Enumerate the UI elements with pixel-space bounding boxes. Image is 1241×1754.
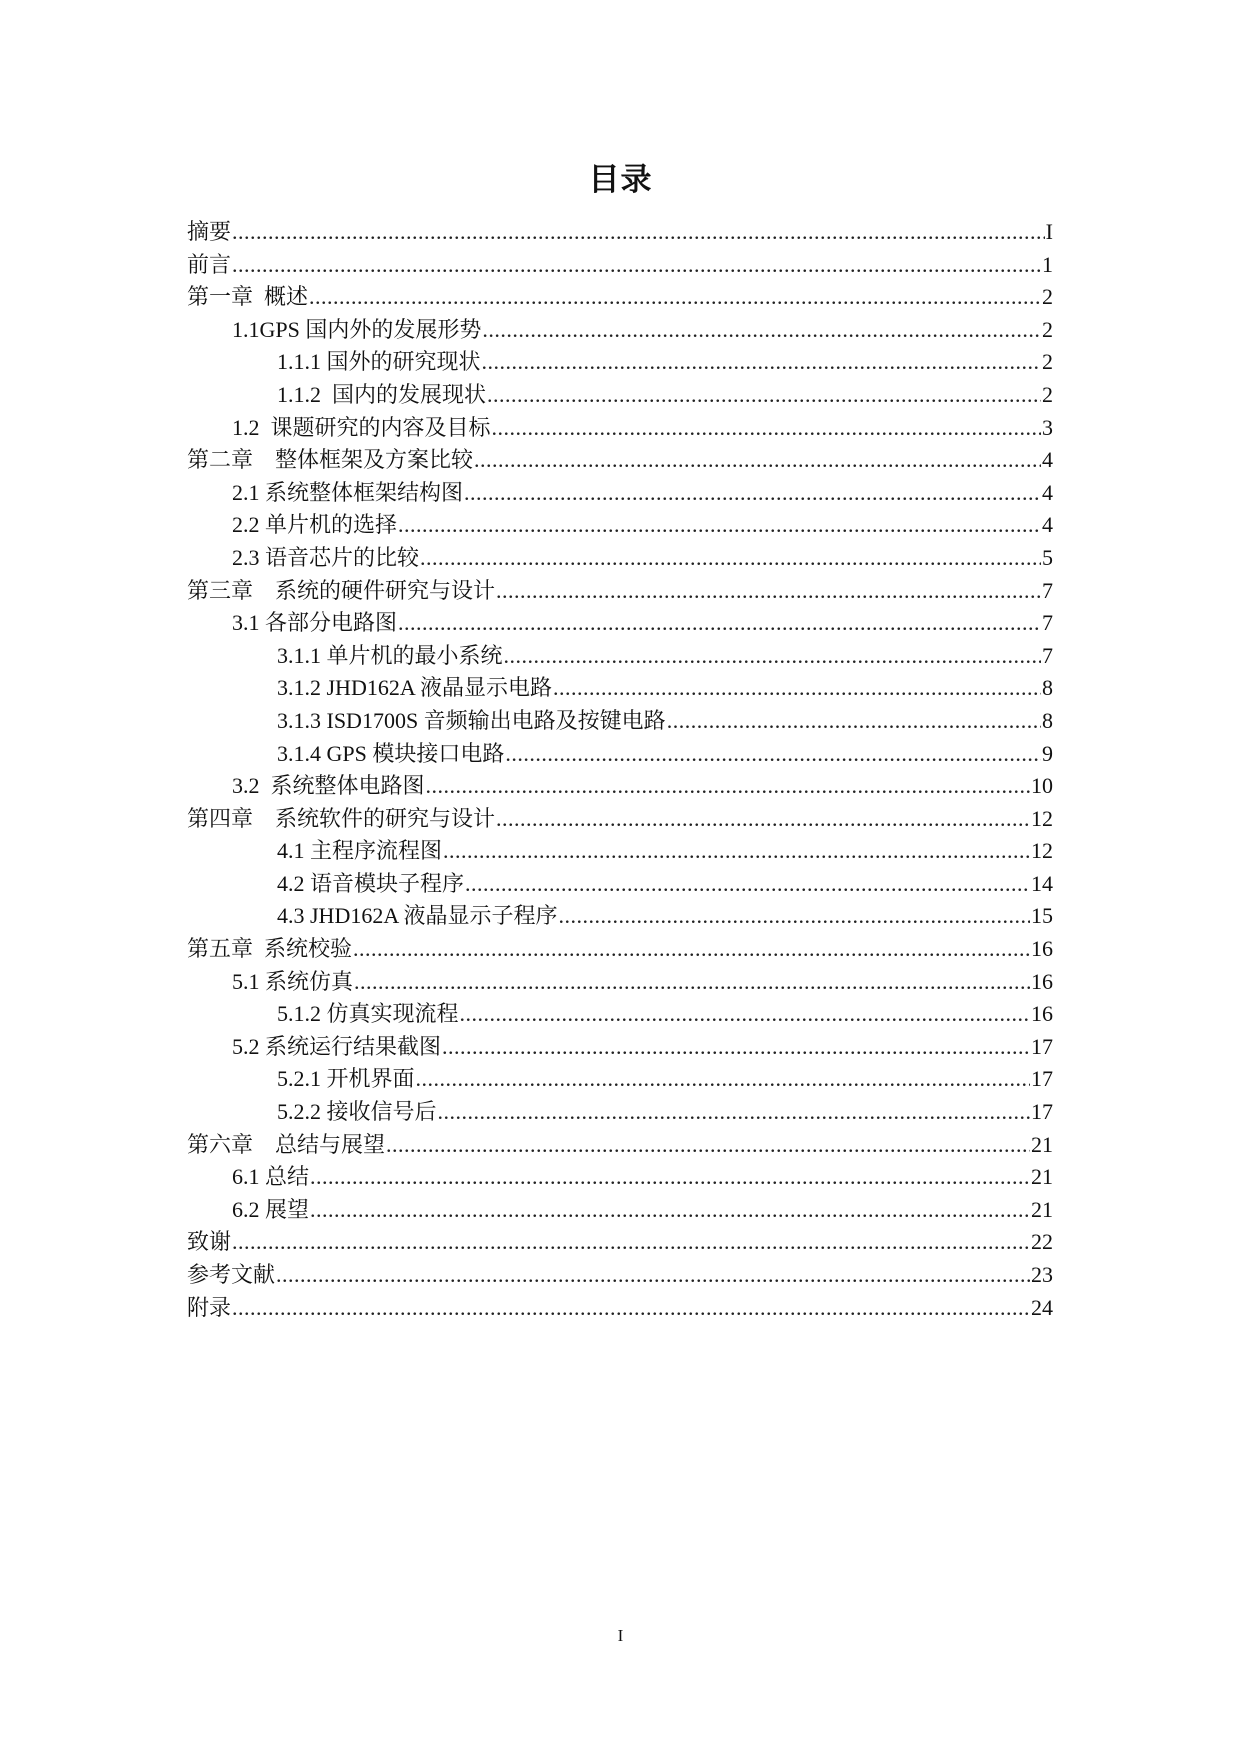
toc-entry[interactable] (187, 509, 1053, 542)
toc-entry[interactable] (187, 575, 1053, 608)
toc-entry-label: 2.1 系统整体框架结构图 (232, 479, 464, 505)
page-number-footer: I (617, 1626, 624, 1645)
toc-entry[interactable] (187, 216, 1053, 249)
dot-leader (416, 1063, 1030, 1095)
dot-leader (460, 998, 1030, 1030)
toc-entry-label: 致谢 (187, 1229, 232, 1255)
toc-entry[interactable] (187, 770, 1053, 803)
toc-entry-label: 第五章 系统校验 (187, 936, 353, 962)
toc-entry[interactable] (187, 1129, 1053, 1162)
toc-entry[interactable] (187, 1259, 1053, 1292)
toc-entry-page-number: 7 (1042, 642, 1053, 668)
toc-entry[interactable] (187, 1292, 1053, 1325)
toc-entry[interactable] (187, 1194, 1053, 1227)
page-title: 目录 (588, 162, 653, 198)
toc-entry[interactable] (187, 412, 1053, 445)
toc-entry-page-number: 16 (1031, 968, 1053, 994)
toc-entry-label: 第一章 概述 (187, 284, 309, 310)
toc-entry-label: 3.1 各部分电路图 (232, 610, 398, 636)
dot-leader (398, 509, 1041, 541)
toc-entry[interactable] (187, 900, 1053, 933)
toc-entry-page-number: 16 (1031, 1001, 1053, 1027)
dot-leader (496, 803, 1030, 835)
toc-entry[interactable] (187, 346, 1053, 379)
dot-leader (487, 379, 1041, 411)
dot-leader (232, 216, 1045, 248)
toc-entry[interactable] (187, 542, 1053, 575)
toc-entry-label: 前言 (187, 251, 232, 277)
toc-entry-label: 3.1.4 GPS 模块接口电路 (277, 740, 505, 766)
toc-entry-label: 4.1 主程序流程图 (277, 838, 443, 864)
dot-leader (420, 542, 1041, 574)
toc-entry[interactable] (187, 1096, 1053, 1129)
toc-entry-page-number: 7 (1042, 610, 1053, 636)
dot-leader (492, 412, 1041, 444)
toc-entry[interactable] (187, 933, 1053, 966)
toc-entry-page-number: 9 (1042, 740, 1053, 766)
dot-leader (386, 1129, 1030, 1161)
toc-entry[interactable] (187, 1161, 1053, 1194)
dot-leader (438, 1096, 1030, 1128)
toc-entry-page-number: 2 (1042, 316, 1053, 342)
toc-entry-label: 5.2.2 接收信号后 (277, 1099, 437, 1125)
toc-entry-page-number: 14 (1031, 870, 1053, 896)
toc-entry-label: 第二章 整体框架及方案比较 (187, 447, 474, 473)
toc-entry-page-number: 23 (1031, 1262, 1053, 1287)
toc-entry-label: 2.2 单片机的选择 (232, 512, 398, 538)
toc-entry-label: 摘要 (187, 219, 232, 244)
toc-entry-page-number: 10 (1031, 773, 1053, 799)
toc-entry[interactable] (187, 998, 1053, 1031)
dot-leader (496, 575, 1041, 607)
toc-entry[interactable] (187, 868, 1053, 901)
dot-leader (559, 900, 1030, 932)
toc-entry-page-number: 7 (1042, 577, 1053, 603)
dot-leader (464, 477, 1041, 509)
dot-leader (354, 966, 1030, 998)
toc-entry-page-number: 21 (1031, 1164, 1053, 1190)
toc-entry-page-number: 2 (1042, 381, 1053, 407)
toc-entry[interactable] (187, 835, 1053, 868)
toc-entry[interactable] (187, 379, 1053, 412)
toc-entry-page-number: 1 (1042, 251, 1053, 277)
dot-leader (398, 607, 1041, 639)
toc-entry-label: 5.1.2 仿真实现流程 (277, 1001, 459, 1027)
toc-entry-label: 5.2 系统运行结果截图 (232, 1033, 442, 1059)
toc-entry-page-number: 21 (1031, 1196, 1053, 1222)
toc-entry-page-number: 8 (1042, 707, 1053, 733)
toc-entry[interactable] (187, 705, 1053, 738)
toc-entry-page-number: 12 (1031, 805, 1053, 831)
toc-entry-page-number: 17 (1031, 1099, 1053, 1125)
toc-entry-label: 附录 (187, 1294, 232, 1320)
toc-entry-label: 3.1.3 ISD1700S 音频输出电路及按键电路 (277, 707, 666, 733)
toc-entry-label: 参考文献 (187, 1262, 276, 1287)
toc-entry[interactable] (187, 803, 1053, 836)
toc-entry-label: 5.1 系统仿真 (232, 968, 354, 994)
toc-entry[interactable] (187, 314, 1053, 347)
table-of-contents (187, 216, 1053, 1324)
toc-entry-page-number: 16 (1031, 936, 1053, 962)
toc-entry-page-number: 12 (1031, 838, 1053, 864)
dot-leader (443, 835, 1030, 867)
dot-leader (482, 314, 1041, 346)
dot-leader (232, 1292, 1030, 1324)
toc-entry-label: 6.2 展望 (232, 1196, 310, 1222)
toc-entry-label: 5.2.1 开机界面 (277, 1066, 415, 1092)
toc-entry-label: 1.2 课题研究的内容及目标 (232, 414, 491, 440)
dot-leader (505, 738, 1041, 770)
toc-entry-label: 1.1.2 国内的发展现状 (277, 381, 487, 407)
toc-entry-page-number: 24 (1031, 1294, 1053, 1320)
toc-entry-label: 2.3 语音芯片的比较 (232, 544, 420, 570)
dot-leader (232, 249, 1041, 281)
dot-leader (309, 281, 1041, 313)
toc-entry-page-number: 3 (1042, 414, 1053, 440)
dot-leader (232, 1226, 1030, 1258)
toc-entry-label: 4.2 语音模块子程序 (277, 870, 465, 896)
toc-entry-page-number: 17 (1031, 1033, 1053, 1059)
dot-leader (474, 444, 1041, 476)
toc-entry-page-number: 21 (1031, 1131, 1053, 1157)
toc-entry-page-number: 4 (1042, 512, 1053, 538)
toc-entry-label: 3.2 系统整体电路图 (232, 773, 425, 799)
toc-entry-label: 第四章 系统软件的研究与设计 (187, 805, 496, 831)
toc-entry-page-number: 8 (1042, 675, 1053, 701)
toc-entry-page-number: 4 (1042, 479, 1053, 505)
toc-entry-page-number: 15 (1031, 903, 1053, 929)
toc-entry-label: 第六章 总结与展望 (187, 1131, 386, 1157)
dot-leader (276, 1259, 1030, 1291)
toc-entry[interactable] (187, 477, 1053, 510)
toc-entry-label: 3.1.1 单片机的最小系统 (277, 642, 503, 668)
dot-leader (482, 346, 1041, 378)
dot-leader (310, 1194, 1030, 1226)
toc-entry-page-number: 17 (1031, 1066, 1053, 1092)
toc-entry-label: 3.1.2 JHD162A 液晶显示电路 (277, 675, 553, 701)
toc-entry-page-number: 5 (1042, 544, 1053, 570)
toc-entry[interactable] (187, 249, 1053, 282)
dot-leader (310, 1161, 1030, 1193)
toc-entry[interactable] (187, 966, 1053, 999)
toc-entry[interactable] (187, 607, 1053, 640)
toc-entry-label: 6.1 总结 (232, 1164, 310, 1190)
toc-entry-page-number: 2 (1042, 284, 1053, 310)
toc-entry-page-number: 4 (1042, 447, 1053, 473)
toc-entry-page-number: I (1045, 219, 1053, 244)
toc-entry[interactable] (187, 640, 1053, 673)
toc-entry[interactable] (187, 444, 1053, 477)
toc-entry-label: 第三章 系统的硬件研究与设计 (187, 577, 496, 603)
toc-entry[interactable] (187, 1226, 1053, 1259)
toc-entry-page-number: 22 (1031, 1229, 1053, 1255)
dot-leader (353, 933, 1030, 965)
dot-leader (504, 640, 1041, 672)
toc-entry[interactable] (187, 281, 1053, 314)
dot-leader (426, 770, 1030, 802)
dot-leader (442, 1031, 1030, 1063)
toc-entry[interactable] (187, 1063, 1053, 1096)
dot-leader (465, 868, 1030, 900)
toc-entry-page-number: 2 (1042, 349, 1053, 375)
dot-leader (553, 672, 1041, 704)
toc-entry[interactable] (187, 1031, 1053, 1064)
toc-entry[interactable] (187, 672, 1053, 705)
dot-leader (667, 705, 1041, 737)
toc-entry-label: 1.1GPS 国内外的发展形势 (232, 316, 482, 342)
toc-entry[interactable] (187, 738, 1053, 771)
toc-entry-label: 1.1.1 国外的研究现状 (277, 349, 481, 375)
toc-entry-label: 4.3 JHD162A 液晶显示子程序 (277, 903, 558, 929)
